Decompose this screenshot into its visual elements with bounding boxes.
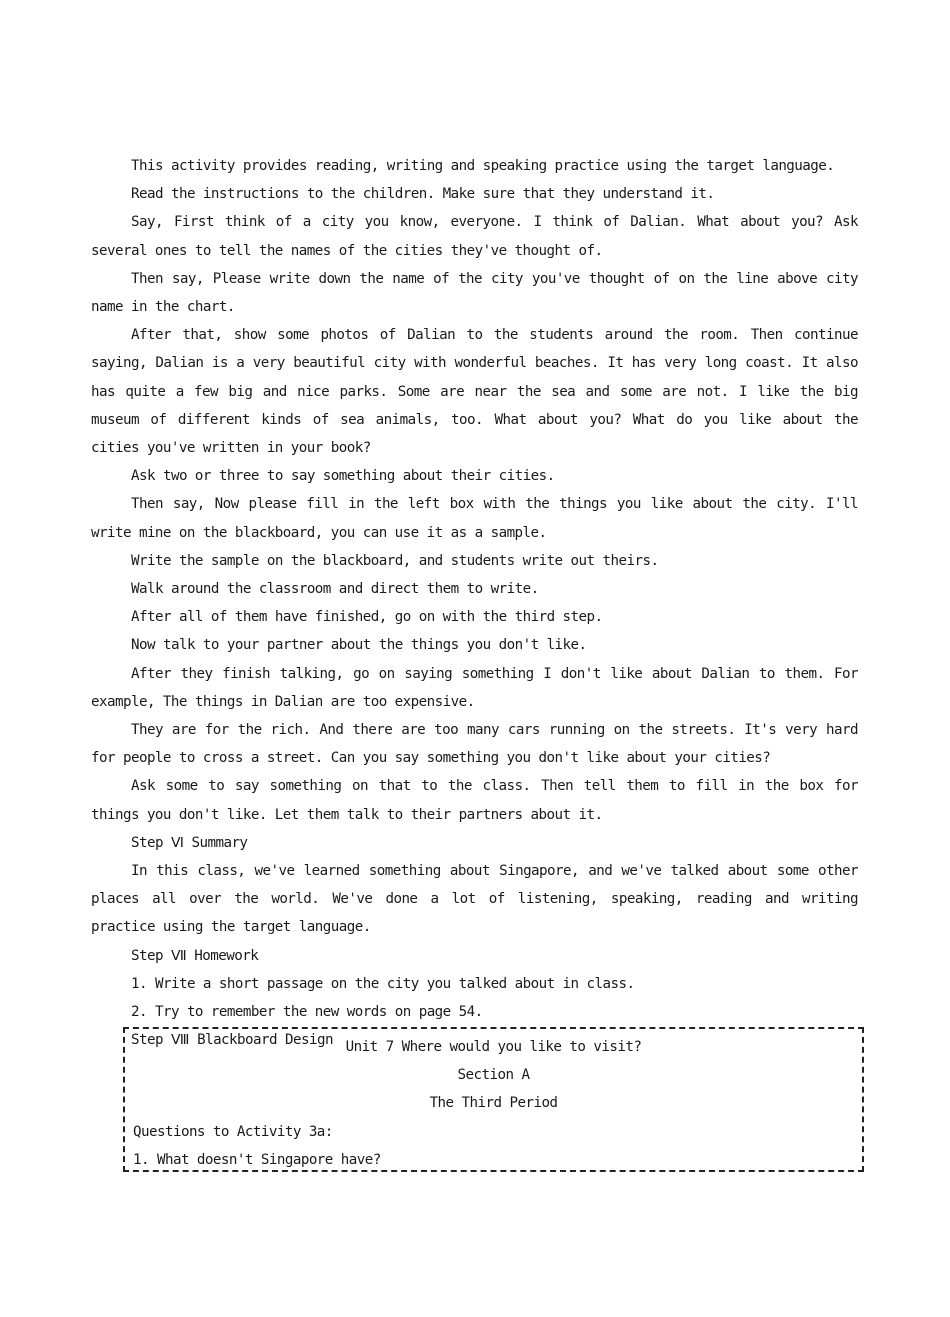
paragraph: Read the instructions to the children. Make sure that they understand it. xyxy=(131,186,715,203)
board-questions-heading: Questions to Activity 3a: xyxy=(133,1123,333,1140)
paragraph: Write the sample on the blackboard, and students write out theirs. xyxy=(131,552,659,569)
board-question-item: 1. What doesn't Singapore have? xyxy=(133,1151,381,1168)
paragraph: After all of them have finished, go on with the third step. xyxy=(131,609,603,626)
board-period: The Third Period xyxy=(429,1095,558,1112)
paragraph: Say, First think of a city you know, everyone. I think of Dalian. What about you? Ask several ones to tell the names of the cities they've thought of. xyxy=(91,214,858,259)
paragraph: They are for the rich. And there are too many cars running on the streets. It's very hard for people to cross a street. Can you say something you don't like about your cities? xyxy=(91,722,858,767)
paragraph: This activity provides reading, writing and speaking practice using the target language. xyxy=(131,158,835,174)
board-unit-title: Unit 7 Where would you like to visit? xyxy=(345,1039,642,1055)
paragraph: In this class, we've learned something about Singapore, and we've talked about some other places all over the world. We've done a lot of listening, speaking, reading and writing practice using the target language. xyxy=(91,863,858,936)
document-body xyxy=(91,152,858,1055)
paragraph: Walk around the classroom and direct them to write. xyxy=(131,581,539,598)
paragraph: Now talk to your partner about the things you don't like. xyxy=(131,637,587,654)
step-heading-summary: Step Ⅵ Summary xyxy=(131,834,248,851)
blackboard-design-box xyxy=(123,1027,864,1172)
paragraph: After that, show some photos of Dalian to the students around the room. Then continue saying, Dalian is a very beautiful city with wonderful beaches. It has very long coast. It also has quite a few big and nice parks. Some are near the sea and some are not. I like the big museum of different kinds of sea animals, too. What about you? What do you like about the cities you've written in your book? xyxy=(91,327,858,457)
homework-item: 1. Write a short passage on the city you talked about in class. xyxy=(131,975,635,992)
step-heading-homework: Step Ⅶ Homework xyxy=(131,947,259,964)
paragraph: Ask some to say something on that to the class. Then tell them to fill in the box for things you don't like. Let them talk to their partners about it. xyxy=(91,778,858,823)
paragraph: After they finish talking, go on saying something I don't like about Dalian to them. For example, The things in Dalian are too expensive. xyxy=(91,665,858,710)
step-heading-blackboard-design: Step Ⅷ Blackboard Design xyxy=(131,1032,333,1049)
paragraph: Then say, Please write down the name of the city you've thought of on the line above city name in the chart. xyxy=(91,270,858,316)
board-section: Section A xyxy=(457,1067,530,1084)
paragraph: Ask two or three to say something about their cities. xyxy=(131,468,555,485)
homework-item: 2. Try to remember the new words on page 54. xyxy=(131,1004,483,1021)
paragraph: Then say, Now please fill in the left box with the things you like about the city. I'll write mine on the blackboard, you can use it as a sample. xyxy=(91,496,858,541)
